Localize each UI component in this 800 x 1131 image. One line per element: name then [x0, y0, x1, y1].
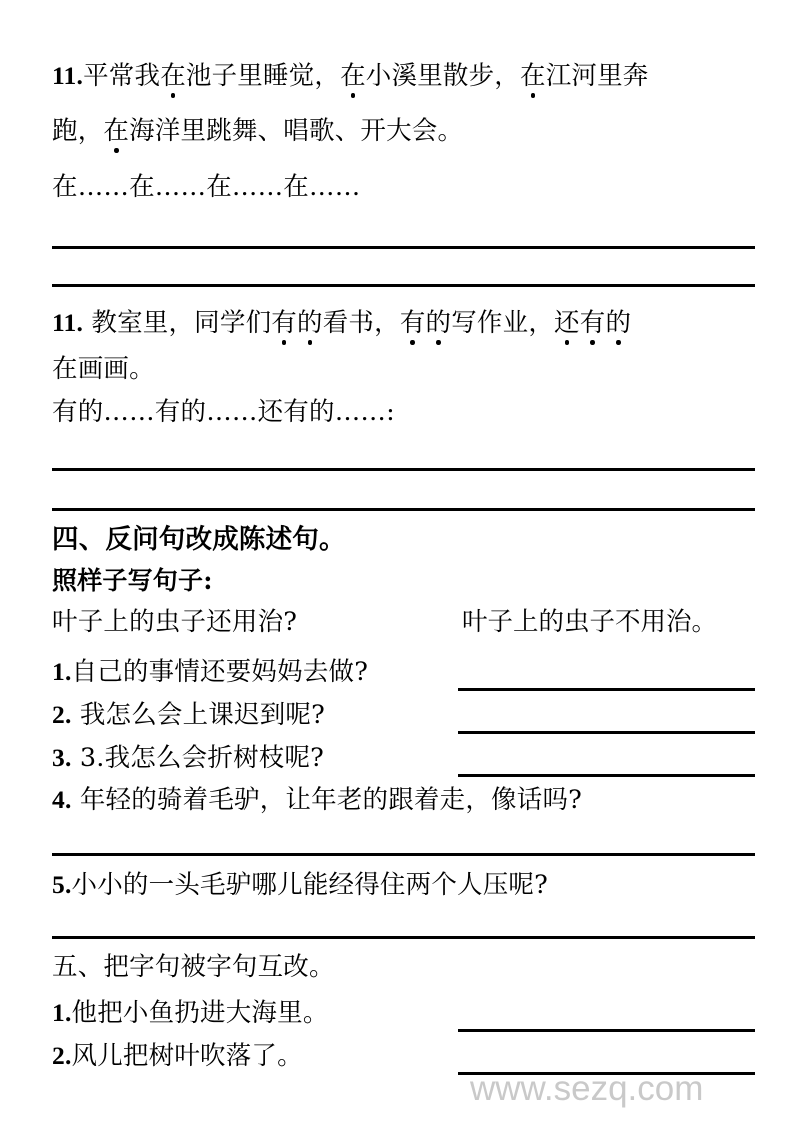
answer-rule-full[interactable]: [52, 508, 755, 511]
exercise-11b-line-2: 在画画。: [52, 354, 155, 384]
watermark-text: www.sezq.com: [470, 1069, 704, 1108]
section-four-item-3: [52, 745, 324, 772]
answer-rule-full[interactable]: [52, 246, 755, 249]
section-four-example-question: 叶子上的虫子还用治?: [52, 607, 298, 637]
answer-rule-five-item-1[interactable]: [458, 1029, 755, 1032]
exercise-11a-number: 11.: [52, 61, 84, 90]
item-text: 他把小鱼扔进大海里。: [71, 998, 329, 1028]
section-five-heading: 五、把字句被字句互改。: [52, 952, 335, 982]
section-four-item-5: [52, 872, 548, 899]
item-number: 3.: [52, 743, 72, 772]
item-text: 风儿把树叶吹落了。: [71, 1041, 303, 1071]
exercise-11a-line-2: 跑，在海洋里跳舞、唱歌、开大会。: [52, 116, 464, 146]
section-four-item-4: [52, 787, 582, 814]
item-number: 2.: [52, 1041, 72, 1070]
section-five-item-1: [52, 1000, 329, 1027]
section-four-subheading: 照样子写句子:: [52, 566, 213, 595]
section-five-item-2: [52, 1043, 303, 1070]
exercise-11b-line-1: 11. 教室里，同学们有的看书，有的写作业，还有的: [52, 308, 632, 338]
item-number: 4.: [52, 785, 72, 814]
section-four-item-1: [52, 659, 368, 686]
answer-rule-item-5[interactable]: [52, 936, 755, 939]
item-text: 小小的一头毛驴哪儿能经得住两个人压呢?: [71, 870, 549, 900]
answer-rule-item-3[interactable]: [458, 774, 755, 777]
section-four-heading: 四、反问句改成陈述句。: [52, 524, 346, 555]
section-four-example-answer: 叶子上的虫子不用治。: [462, 607, 718, 637]
exercise-11a-line-1: 11.平常我在池子里睡觉，在小溪里散步，在江河里奔: [52, 61, 649, 91]
item-number: 2.: [52, 700, 72, 729]
answer-rule-full[interactable]: [52, 284, 755, 287]
answer-rule-five-item-2[interactable]: [458, 1072, 755, 1075]
item-number: 1.: [52, 998, 72, 1027]
section-four-item-2: [52, 702, 325, 729]
answer-rule-full[interactable]: [52, 468, 755, 471]
item-text: 我怎么会上课迟到呢?: [71, 700, 326, 730]
item-text: 自己的事情还要妈妈去做?: [71, 657, 369, 687]
exercise-11b-pattern: 有的……有的……还有的……:: [52, 397, 395, 427]
item-text: 3.我怎么会折树枝呢?: [71, 743, 325, 773]
item-text: 年轻的骑着毛驴，让年老的跟着走，像话吗?: [71, 785, 583, 815]
answer-rule-item-1[interactable]: [458, 688, 755, 691]
item-number: 5.: [52, 870, 72, 899]
item-number: 1.: [52, 657, 72, 686]
answer-rule-item-2[interactable]: [458, 731, 755, 734]
answer-rule-item-4[interactable]: [52, 853, 755, 856]
exercise-11b-number: 11.: [52, 308, 84, 337]
exercise-11a-pattern: 在……在……在……在……: [52, 172, 361, 202]
